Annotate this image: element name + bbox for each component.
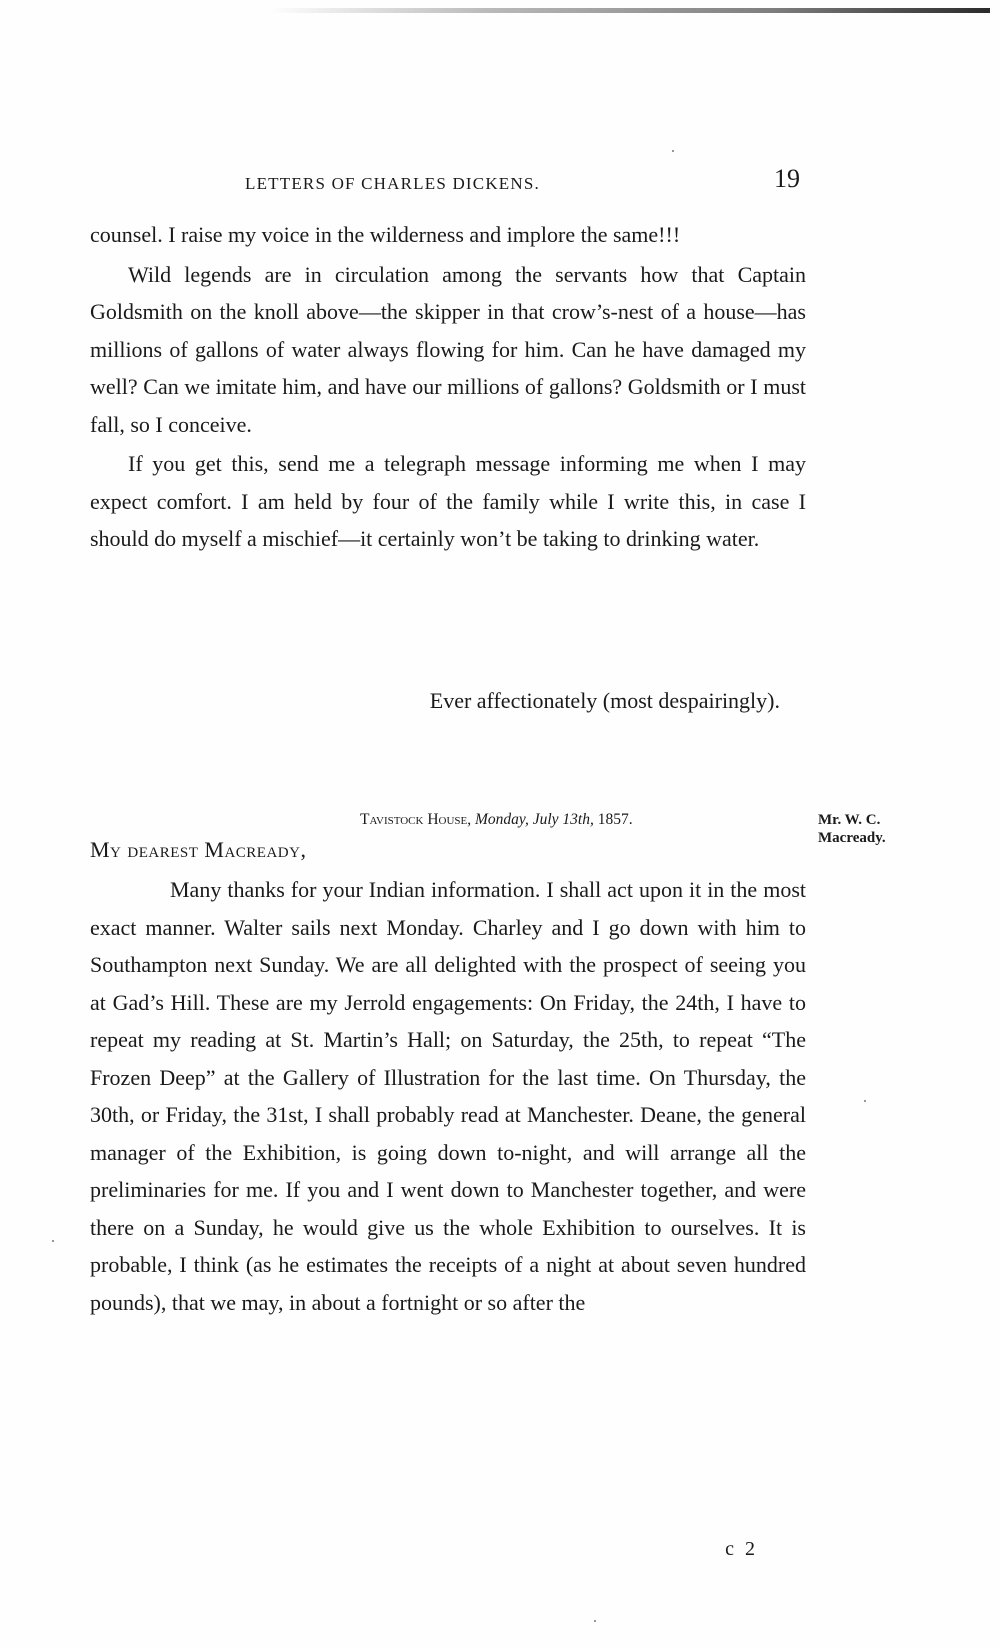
scan-edge-shadow <box>270 8 990 13</box>
dateline <box>360 811 633 829</box>
marginal-note <box>818 811 886 847</box>
marginal-note-line: Mr. W. C. <box>818 812 881 828</box>
sign-off: Ever affectionately (most despairingly). <box>429 688 780 713</box>
salutation: My dearest Macready, <box>90 837 307 862</box>
scan-speck <box>672 150 674 152</box>
paragraph: If you get this, send me a telegraph message informing me when I may expect comfort. I am held by four of the family while I write this, in case I should do myself a mischief—it certainly won’t be taking to drinking water. <box>90 451 806 551</box>
letter-two-text <box>90 871 806 1321</box>
page-number: 19 <box>774 164 800 193</box>
scan-speck <box>864 1100 866 1102</box>
paragraph: counsel. I raise my voice in the wilderness and implore the same!!! <box>90 222 681 247</box>
scan-speck <box>52 1240 54 1242</box>
marginal-note-line: Macready. <box>818 830 886 846</box>
dateline-date: Monday, July 13th, <box>475 811 594 828</box>
running-head <box>90 164 800 204</box>
signature-mark: c 2 <box>725 1538 758 1560</box>
paragraph: Wild legends are in circulation among the servants how that Captain Goldsmith on the knoll above—the skipper in that crow’s-nest of a house—has millions of gallons of water always flowing for him. Can he have damaged my well? Can we imitate him, and have our millions of gallons? Goldsmith or I must fall, so I conceive. <box>90 261 806 437</box>
running-title: LETTERS OF CHARLES DICKENS. <box>245 174 540 193</box>
dateline-year: 1857. <box>597 811 633 828</box>
paragraph: Many thanks for your Indian information. I shall act upon it in the most exact manner. Walter sails next Monday. Charley and I go down with him to Southampton next Sunday. We are all delighted with the prospect of seeing you at Gad’s Hill. These are my Jerrold engagements: On Friday, the 24th, I have to repeat my reading at St. Martin’s Hall; on Saturday, the 25th, to repeat “The Frozen Deep” at the Gallery of Illustration for the last time. On Thursday, the 30th, or Friday, the 31st, I shall probably read at Manchester. Deane, the general manager of the Exhibition, is going down to-night, and will arrange all the preliminaries for me. If you and I went down to Manchester together, and were there on a Sunday, he would give us the whole Exhibition to ourselves. It is probable, I think (as he estimates the receipts of a night at about seven hundred pounds), that we may, in about a fortnight or so after the <box>90 877 806 1315</box>
scan-speck <box>594 1620 596 1622</box>
letter-one-text <box>90 216 806 558</box>
dateline-place: Tavistock House, <box>360 811 472 828</box>
